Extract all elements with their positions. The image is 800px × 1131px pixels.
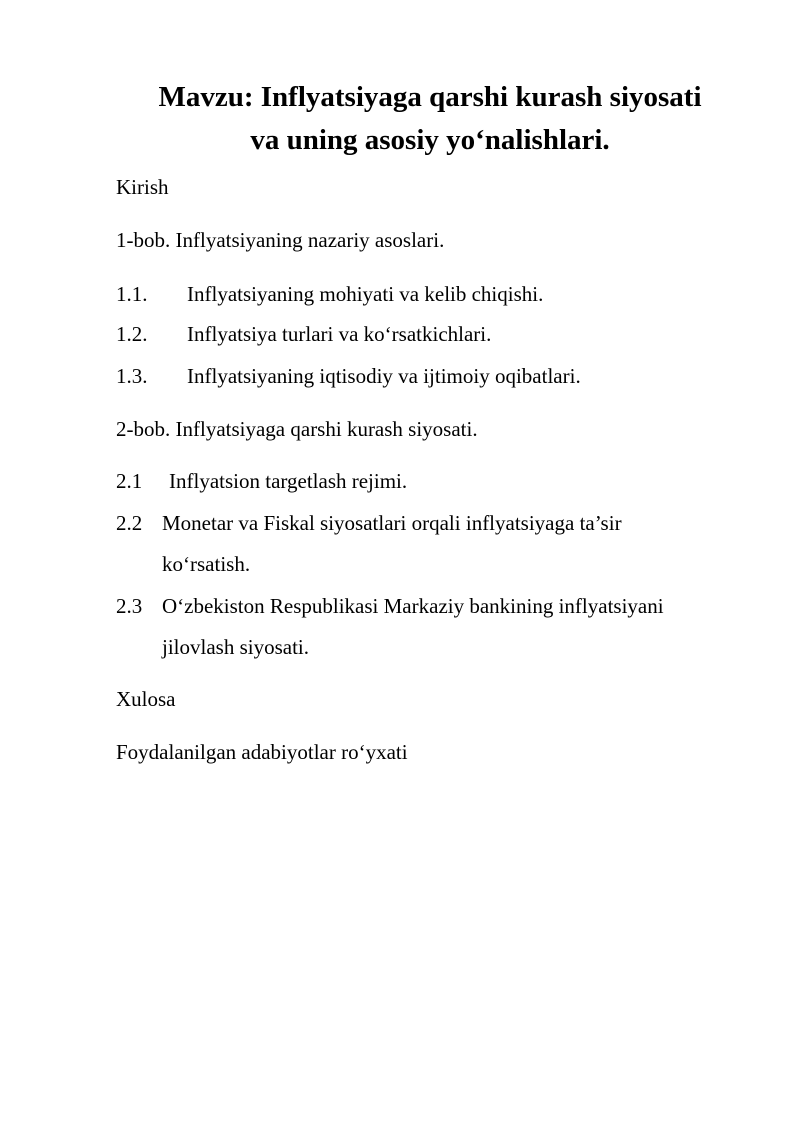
toc-item-number: 2.3 — [116, 594, 143, 618]
document-title — [100, 76, 760, 162]
toc-conclusion: Xulosa — [116, 687, 176, 711]
title-line-2: va uning asosiy yo‘nalishlari. — [250, 124, 610, 156]
toc-item-number: 2.2 — [116, 511, 143, 535]
toc-item-number: 2.1 — [116, 469, 143, 493]
toc-chapter-2: 2-bob. Inflyatsiyaga qarshi kurash siyosati. — [116, 417, 478, 441]
toc-item-text: Inflyatsiya turlari va ko‘rsatkichlari. — [187, 322, 492, 346]
toc-item-text: Monetar va Fiskal siyosatlari orqali inflyatsiyaga ta’sir — [162, 511, 622, 535]
toc-item-text: Inflyatsiyaning mohiyati va kelib chiqishi. — [187, 282, 544, 306]
toc-item-text: O‘zbekiston Respublikasi Markaziy bankining inflyatsiyani — [162, 594, 664, 618]
toc-item-number: 1.3. — [116, 364, 148, 388]
toc-item-number: 1.1. — [116, 282, 148, 306]
toc-item-text-continued: ko‘rsatish. — [162, 552, 251, 576]
toc-chapter-1: 1-bob. Inflyatsiyaning nazariy asoslari. — [116, 228, 445, 252]
toc-item-text-continued: jilovlash siyosati. — [162, 635, 309, 659]
toc-references: Foydalanilgan adabiyotlar ro‘yxati — [116, 740, 408, 764]
toc-item-text: Inflyatsion targetlash rejimi. — [169, 469, 408, 493]
toc-intro: Kirish — [116, 175, 169, 199]
title-line-1: Mavzu: Inflyatsiyaga qarshi kurash siyosati — [158, 81, 702, 113]
toc-item-number: 1.2. — [116, 322, 148, 346]
toc-item-text: Inflyatsiyaning iqtisodiy va ijtimoiy oqibatlari. — [187, 364, 581, 388]
